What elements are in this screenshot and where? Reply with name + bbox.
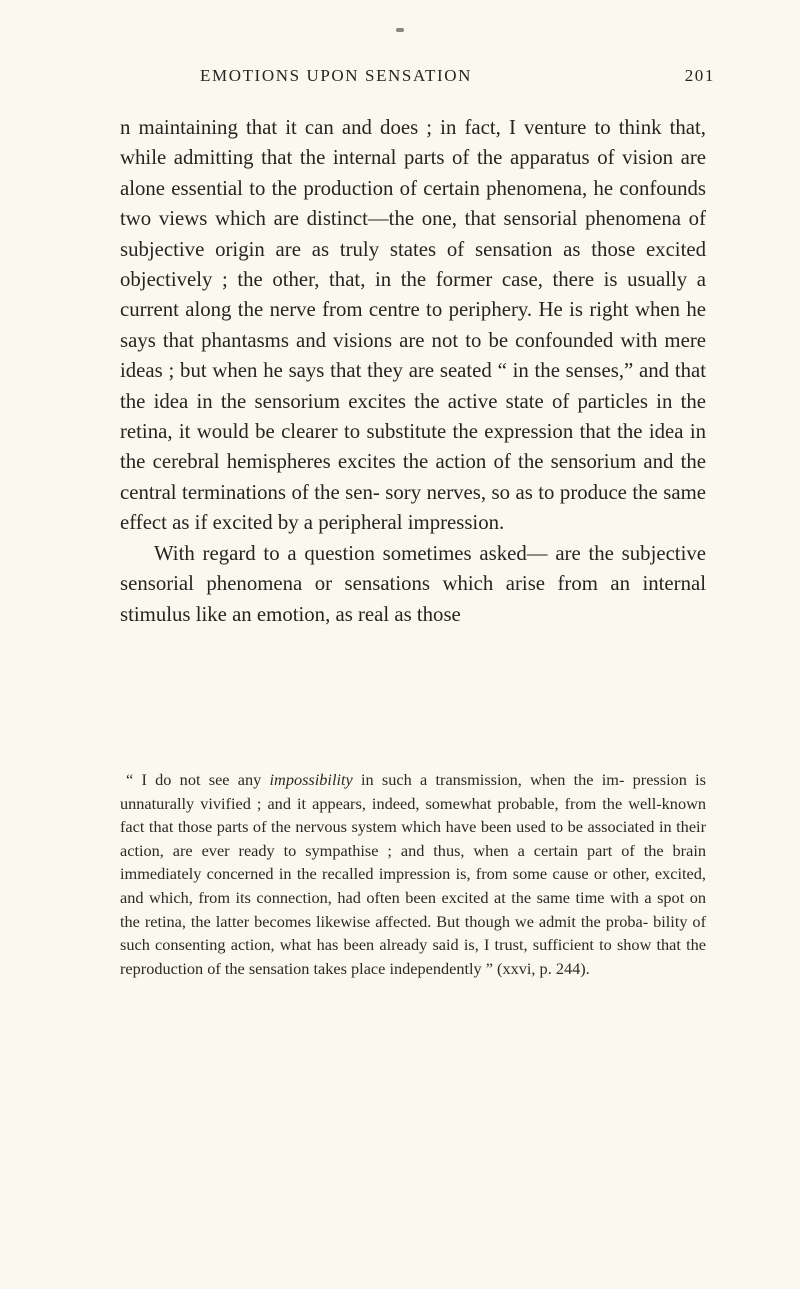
footnote-emphasis: impossibility [269,770,353,789]
main-text [120,113,706,630]
running-title: EMOTIONS UPON SENSATION [200,66,472,85]
top-edge-mark [396,28,404,32]
running-head [100,64,715,88]
footnote-opening: “ I do not see any [126,770,270,789]
paragraph-continued: n maintaining that it can and does ; in fact, I venture to think that, while admitting that the internal parts of the apparatus of vision are alone essential to the production of certain phenomena, he confounds two views which are distinct—the one, that sensorial phenomena of subjective origin are as truly states of sensation as those excited objectively ; the other, that, in the former case, there is usually a current along the nerve from centre to periphery. He is right when he says that phantasms and visions are not to be confounded with mere ideas ; but when he says that they are seated “ in the senses,” and that the idea in the sensorium excites the active state of particles in the retina, it would be clearer to substitute the expression that the idea in the cerebral hemispheres excites the action of the sensorium and the central terminations of the sen- sory nerves, so as to produce the same effect as if excited by a peripheral impression. [120,116,706,535]
page-number: 201 [684,66,715,85]
footnote-paragraph [120,768,706,980]
paragraph-question: With regard to a question sometimes asked— are the subjective sensorial phenomena or sensations which arise from an internal stimulus like an emotion, as real as those [120,541,706,626]
footnote-continuation: in such a transmission, when the im- pression is unnaturally vivified ; and it appears, indeed, somewhat probable, from the well-known fact that those parts of the nervous system which have been used to be associated in their action, are ever ready to sympathise ; and thus, when a certain part of the brain immediately concerned in the recalled impression is, from some cause or other, excited, and which, from its connection, had often been excited at the same time with a spot on the retina, the latter becomes likewise affected. But though we admit the proba- bility of such consenting action, what has been already said is, I trust, sufficient to show that the reproduction of the sensation takes place independently ” (xxvi, p. 244). [120,770,707,978]
footnote [120,768,706,980]
